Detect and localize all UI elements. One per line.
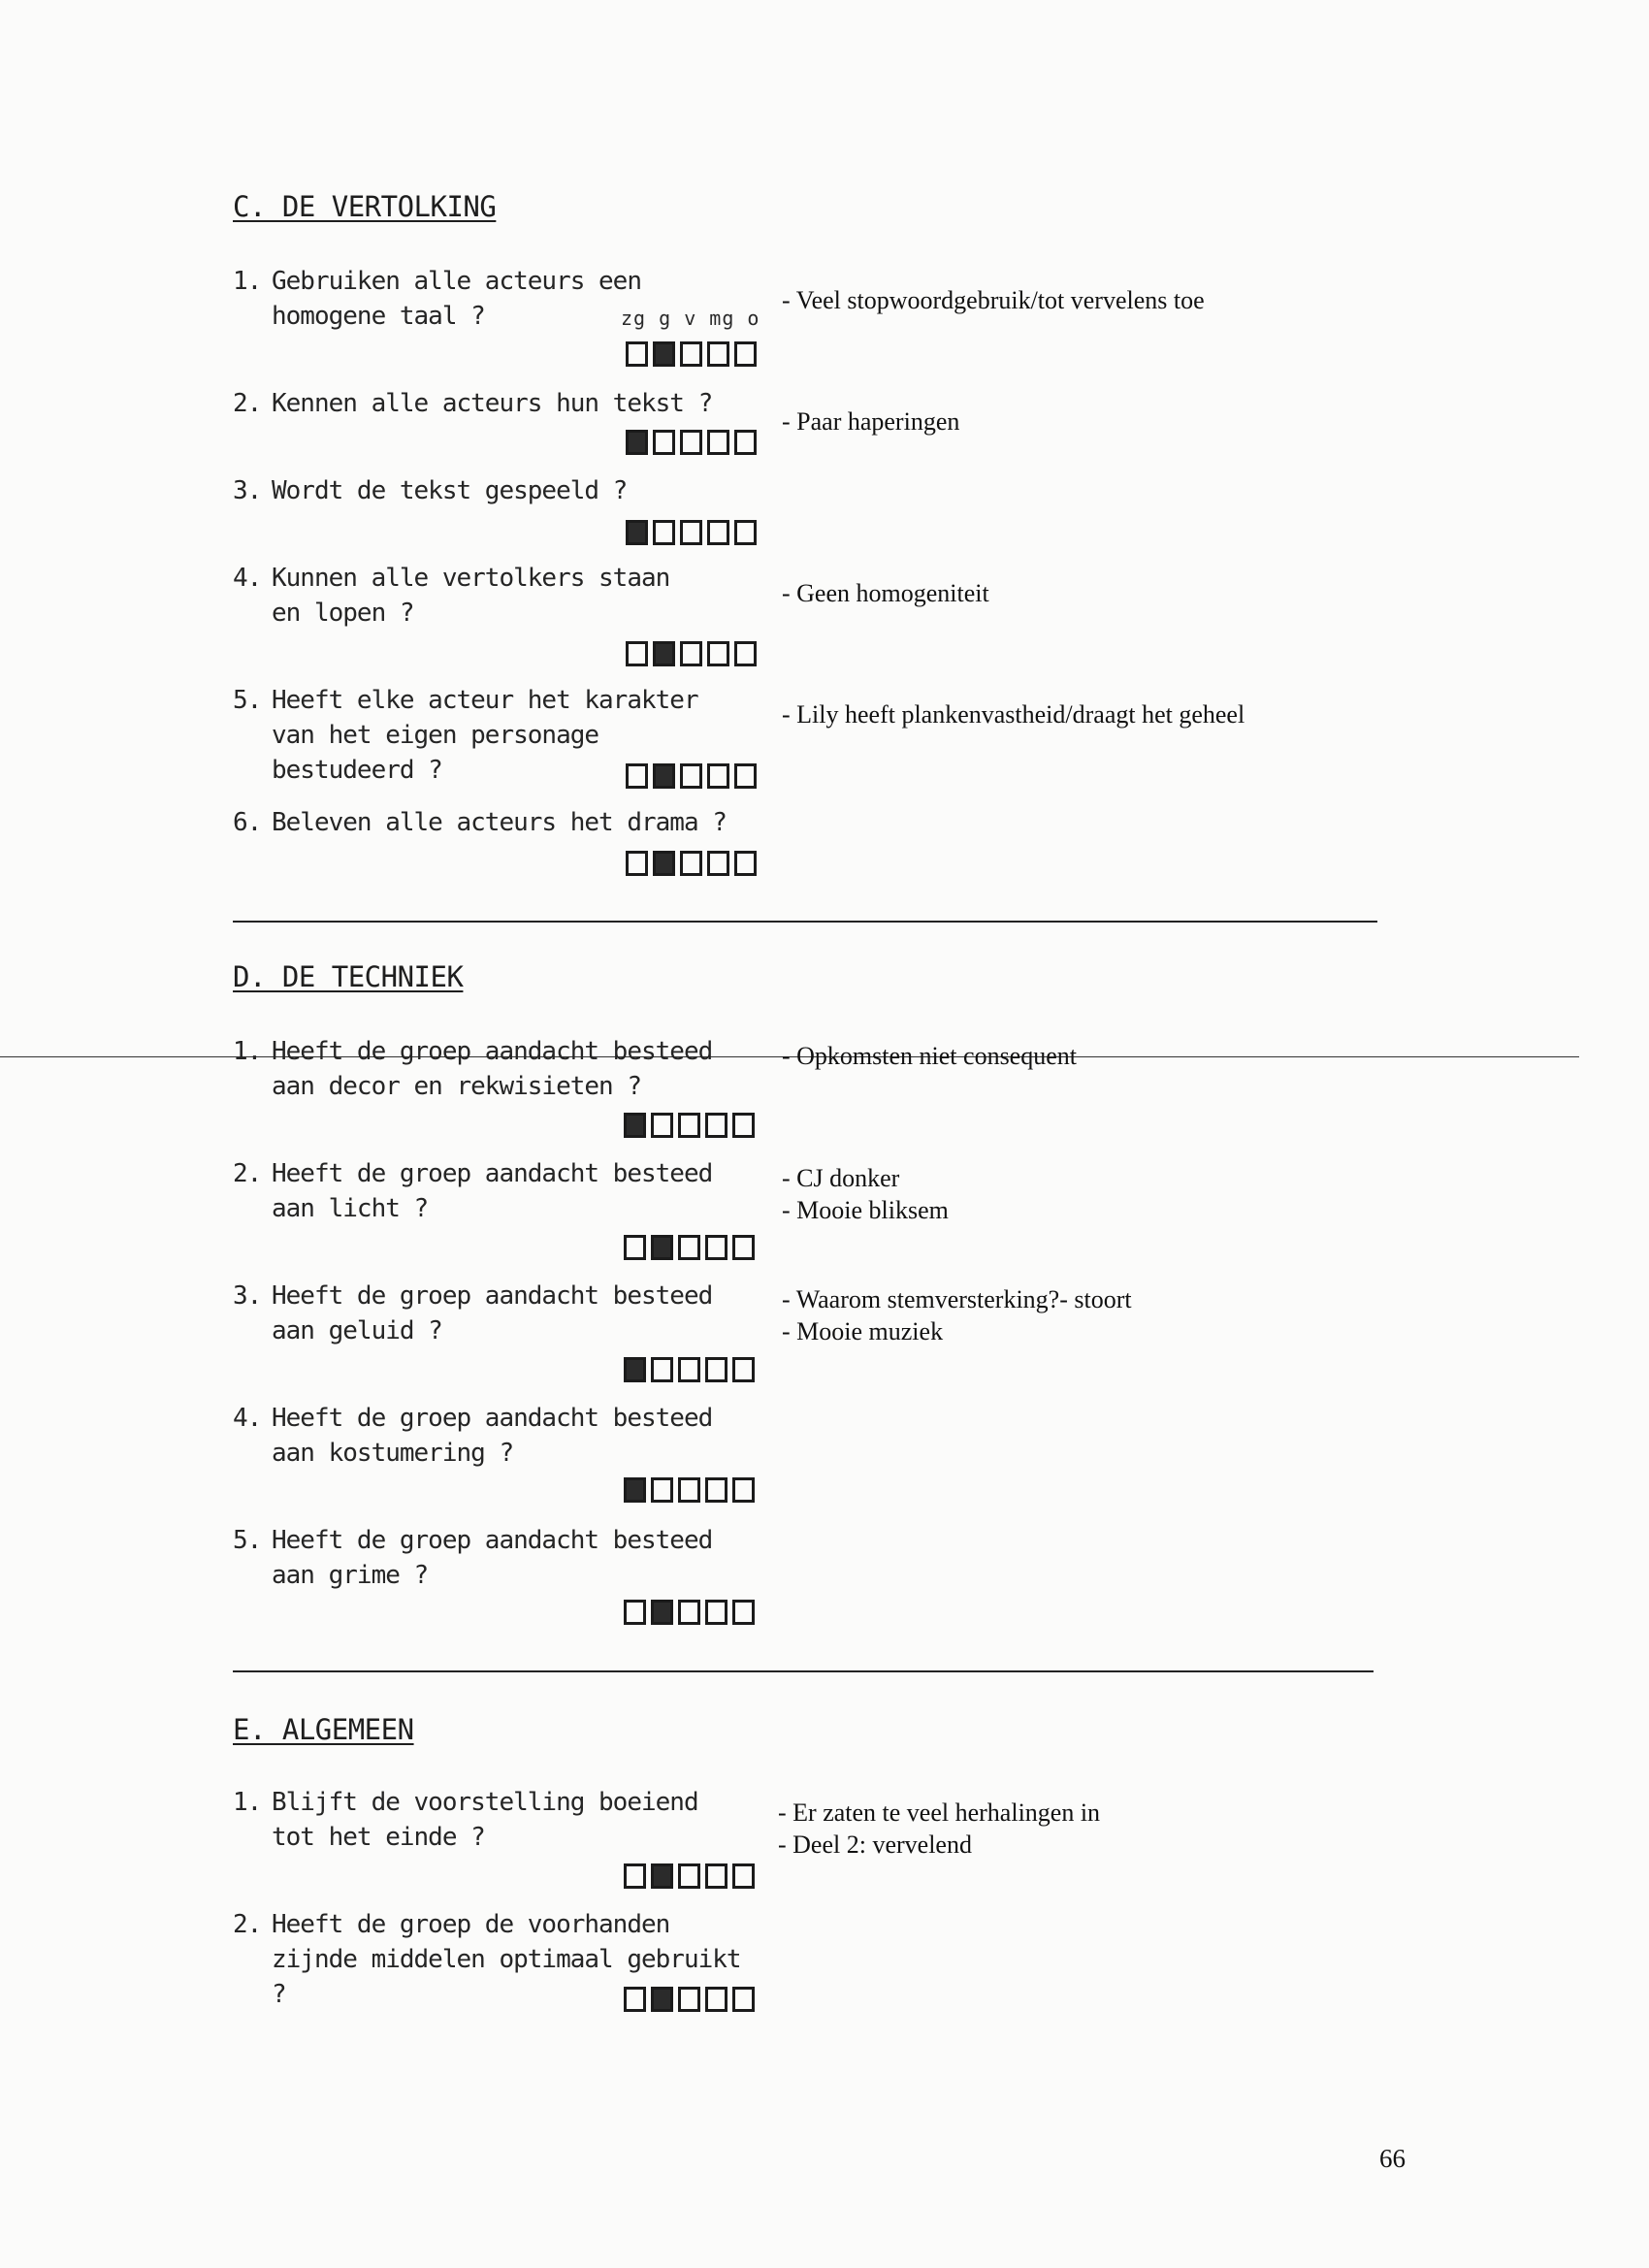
rating-boxes-d4[interactable] (624, 1477, 755, 1507)
rating-box[interactable] (707, 851, 729, 876)
rating-box-checked[interactable] (653, 641, 675, 666)
note-c1: - Veel stopwoordgebruik/tot vervelens toe (782, 286, 1205, 314)
rating-box[interactable] (732, 1863, 755, 1889)
rating-box[interactable] (680, 520, 702, 545)
rating-box[interactable] (678, 1987, 700, 2012)
note-line: - Waarom stemversterking?- stoort (782, 1285, 1132, 1313)
rating-boxes-d5[interactable] (624, 1600, 755, 1629)
rating-box[interactable] (705, 1600, 728, 1625)
rating-box-checked[interactable] (626, 520, 648, 545)
question-text: Blijft de voorstelling boeiend tot het einde ? (272, 1788, 698, 1852)
note-e1 (778, 1797, 1100, 1861)
question-text: Heeft de groep aandacht besteed aan licht ? (272, 1159, 713, 1223)
question-number: 1. (233, 1037, 262, 1066)
rating-box[interactable] (626, 341, 648, 367)
rating-box[interactable] (734, 520, 757, 545)
rating-box[interactable] (707, 430, 729, 455)
page-number: 66 (1379, 2144, 1406, 2173)
rating-box[interactable] (624, 1600, 646, 1625)
rating-box[interactable] (653, 430, 675, 455)
rating-box[interactable] (651, 1477, 673, 1503)
rating-box[interactable] (705, 1863, 728, 1889)
rating-box[interactable] (705, 1113, 728, 1138)
rating-box[interactable] (678, 1863, 700, 1889)
rating-box[interactable] (705, 1357, 728, 1382)
rating-boxes-c1[interactable] (626, 341, 757, 371)
rating-box[interactable] (734, 763, 757, 789)
rating-box[interactable] (626, 641, 648, 666)
rating-box[interactable] (624, 1987, 646, 2012)
note-line: - Mooie bliksem (782, 1196, 949, 1224)
note-c4: - Geen homogeniteit (782, 579, 989, 607)
note-line: - Deel 2: vervelend (778, 1831, 972, 1859)
rating-box-checked[interactable] (651, 1863, 673, 1889)
question-number: 1. (233, 267, 262, 296)
question-number: 4. (233, 1404, 262, 1433)
note-d1: - Opkomsten niet consequent (782, 1042, 1077, 1070)
rating-box[interactable] (624, 1863, 646, 1889)
rating-box[interactable] (732, 1477, 755, 1503)
rating-box-checked[interactable] (624, 1113, 646, 1138)
question-text: Heeft de groep aandacht besteed aan geluid ? (272, 1281, 713, 1345)
rating-box[interactable] (707, 641, 729, 666)
rating-box[interactable] (732, 1987, 755, 2012)
rating-box[interactable] (680, 430, 702, 455)
rating-boxes-d3[interactable] (624, 1357, 755, 1386)
rating-box[interactable] (653, 520, 675, 545)
rating-boxes-d1[interactable] (624, 1113, 755, 1142)
rating-box[interactable] (678, 1113, 700, 1138)
question-text: Kunnen alle vertolkers staan en lopen ? (272, 564, 670, 628)
question-text: Kennen alle acteurs hun tekst ? (272, 389, 713, 418)
rating-box[interactable] (734, 430, 757, 455)
rating-box-checked[interactable] (651, 1235, 673, 1260)
question-text: Wordt de tekst gespeeld ? (272, 476, 628, 505)
rating-box[interactable] (707, 763, 729, 789)
question-text: Heeft de groep aandacht besteed aan kostumering ? (272, 1404, 713, 1468)
rating-scale-label: zg g v mg o (621, 307, 760, 330)
section-divider (233, 1670, 1374, 1672)
question-number: 2. (233, 1159, 262, 1188)
rating-box[interactable] (651, 1357, 673, 1382)
rating-box[interactable] (680, 341, 702, 367)
rating-box[interactable] (707, 341, 729, 367)
note-line: - Er zaten te veel herhalingen in (778, 1798, 1101, 1827)
section-heading-d: D. DE TECHNIEK (233, 960, 464, 993)
question-number: 4. (233, 564, 262, 593)
rating-box[interactable] (732, 1357, 755, 1382)
rating-box[interactable] (626, 763, 648, 789)
question-text: Heeft elke acteur het karakter van het eigen personage bestudeerd ? (272, 686, 698, 785)
rating-box[interactable] (678, 1477, 700, 1503)
question-number: 3. (233, 476, 262, 505)
question-number: 3. (233, 1281, 262, 1311)
question-number: 5. (233, 686, 262, 715)
question-number: 5. (233, 1526, 262, 1555)
rating-box-checked[interactable] (624, 1477, 646, 1503)
rating-box[interactable] (680, 641, 702, 666)
rating-boxes-c6[interactable] (626, 851, 757, 880)
note-c2: - Paar haperingen (782, 407, 960, 436)
rating-box-checked[interactable] (626, 430, 648, 455)
rating-box[interactable] (705, 1987, 728, 2012)
note-line: - CJ donker (782, 1164, 900, 1192)
rating-box[interactable] (678, 1357, 700, 1382)
rating-box[interactable] (678, 1235, 700, 1260)
rating-box-checked[interactable] (624, 1357, 646, 1382)
rating-boxes-c3[interactable] (626, 520, 757, 549)
question-number: 2. (233, 389, 262, 418)
rating-box[interactable] (732, 1113, 755, 1138)
rating-box-checked[interactable] (651, 1600, 673, 1625)
section-divider (233, 921, 1377, 923)
rating-box[interactable] (734, 851, 757, 876)
question-number: 1. (233, 1788, 262, 1817)
rating-box-checked[interactable] (653, 851, 675, 876)
rating-box[interactable] (732, 1600, 755, 1625)
rating-box[interactable] (678, 1600, 700, 1625)
question-number: 2. (233, 1910, 262, 1939)
rating-box[interactable] (626, 851, 648, 876)
rating-box[interactable] (680, 763, 702, 789)
rating-box[interactable] (707, 520, 729, 545)
note-d2 (782, 1162, 949, 1226)
question-text: Heeft de groep de voorhanden zijnde middelen optimaal gebruikt ? (272, 1910, 741, 2009)
rating-box[interactable] (734, 341, 757, 367)
rating-box-checked[interactable] (653, 341, 675, 367)
note-line: - Mooie muziek (782, 1317, 944, 1345)
rating-box-checked[interactable] (653, 763, 675, 789)
rating-box-checked[interactable] (651, 1987, 673, 2012)
section-heading-c: C. DE VERTOLKING (233, 190, 497, 223)
note-d3 (782, 1283, 1132, 1347)
note-c5: - Lily heeft plankenvastheid/draagt het geheel (782, 700, 1245, 729)
rating-boxes-c4[interactable] (626, 641, 757, 670)
rating-boxes-e1[interactable] (624, 1863, 755, 1893)
rating-boxes-c5[interactable] (626, 763, 757, 793)
rating-box[interactable] (705, 1477, 728, 1503)
rating-boxes-c2[interactable] (626, 430, 757, 459)
section-heading-e: E. ALGEMEEN (233, 1713, 414, 1746)
rating-box[interactable] (651, 1113, 673, 1138)
rating-box[interactable] (624, 1235, 646, 1260)
rating-box[interactable] (705, 1235, 728, 1260)
question-text: Gebruiken alle acteurs een homogene taal ? (272, 267, 641, 331)
question-number: 6. (233, 808, 262, 837)
question-text: Heeft de groep aandacht besteed aan decor en rekwisieten ? (272, 1037, 713, 1101)
rating-box[interactable] (734, 641, 757, 666)
rating-boxes-e2[interactable] (624, 1987, 755, 2016)
rating-boxes-d2[interactable] (624, 1235, 755, 1264)
question-text: Heeft de groep aandacht besteed aan grime ? (272, 1526, 713, 1590)
rating-box[interactable] (732, 1235, 755, 1260)
rating-box[interactable] (680, 851, 702, 876)
question-text: Beleven alle acteurs het drama ? (272, 808, 727, 837)
